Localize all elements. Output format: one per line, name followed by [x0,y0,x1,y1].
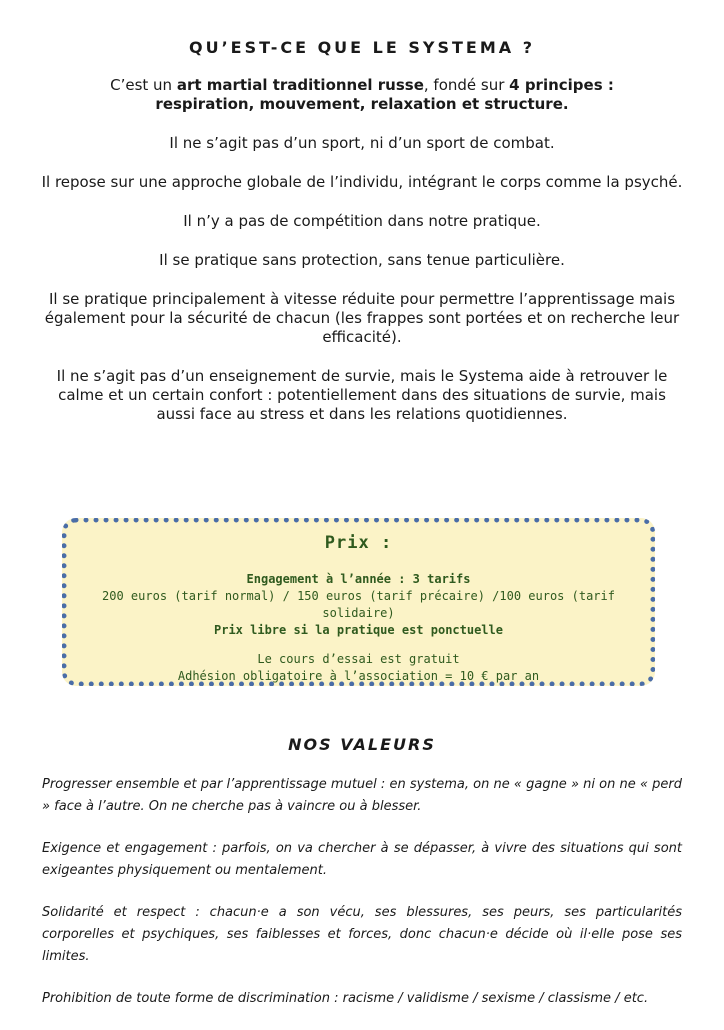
intro-highlight-art: art martial traditionnel russe [176,76,424,94]
price-title: Prix : [324,533,393,553]
intro-paragraph-principles [40,76,684,114]
intro-section [40,76,684,444]
intro-text: C’est un [110,76,177,94]
value-item: Prohibition de toute forme de discrimination : racisme / validisme / sexisme / classisme / etc. [42,991,649,1006]
intro-paragraph: Il se pratique principalement à vitesse réduite pour permettre l’apprentissage mais également pour la sécurité de chacun (les frappes sont portées et on recherche leur efficacité). [44,290,680,346]
value-item: Solidarité et respect : chacun·e a son vécu, ses blessures, ses peurs, ses particularités corporelles et psychiques, ses faiblesses et forces, donc chacun·e décide où il·elle pose ses limites. [42,905,682,964]
intro-text: , fondé sur [423,76,510,94]
intro-paragraph: Il repose sur une approche globale de l’individu, intégrant le corps comme la psyché. [41,173,683,191]
intro-paragraph: Il ne s’agit pas d’un sport, ni d’un sport de combat. [169,134,555,152]
price-engagement: Engagement à l’année : 3 tarifs [246,572,471,586]
intro-highlight-list: respiration, mouvement, relaxation et structure. [155,95,569,113]
values-title: NOS VALEURS [288,735,436,754]
price-prix-libre: Prix libre si la pratique est ponctuelle [214,623,503,637]
intro-paragraph: Il ne s’agit pas d’un enseignement de survie, mais le Systema aide à retrouver le calme et un certain confort : potentiellement dans des situations de survie, mais aussi face au stress et dans les relations quotidiennes. [56,367,668,423]
intro-highlight-principles: 4 principes : [509,76,614,94]
value-item: Exigence et engagement : parfois, on va chercher à se dépasser, à vivre des situations qui sont exigeantes physiquement ou mentalement. [42,841,682,878]
price-adhesion: Adhésion obligatoire à l’association = 10 € par an [177,669,540,683]
price-box [62,518,655,686]
intro-paragraph: Il se pratique sans protection, sans tenue particulière. [159,251,565,269]
price-tarifs: 200 euros (tarif normal) / 150 euros (tarif précaire) /100 euros (tarif solidaire) [102,589,615,620]
page-title: QU’EST-CE QUE LE SYSTEMA ? [189,38,535,57]
intro-paragraph: Il n’y a pas de compétition dans notre pratique. [183,212,541,230]
value-item: Progresser ensemble et par l’apprentissage mutuel : en systema, on ne « gagne » ni on ne « perd » face à l’autre. On ne cherche pas à vaincre ou à blesser. [42,777,682,814]
price-essai: Le cours d’essai est gratuit [257,652,460,666]
values-list [42,774,682,1030]
